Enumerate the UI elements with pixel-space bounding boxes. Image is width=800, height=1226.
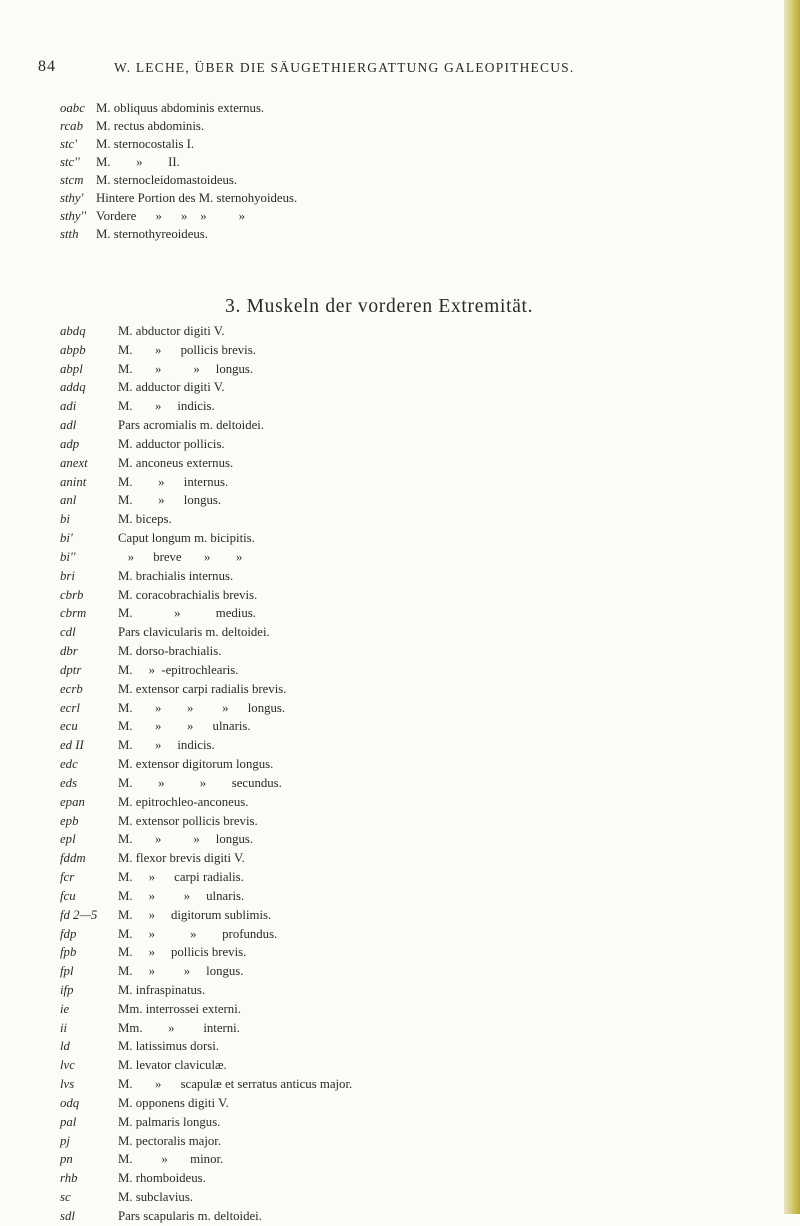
list-item [60,812,760,831]
muscle-name: Hintere Portion des M. sternohyoideus. [96,191,298,205]
list-item [60,1075,760,1094]
list-item [60,604,760,623]
muscle-name: Pars acromialis m. deltoidei. [118,418,265,433]
muscle-name: M. extensor pollicis brevis. [118,813,258,828]
list-item [60,736,760,755]
abbreviation: pj [60,1133,70,1148]
muscle-name: » breve » » [118,549,243,564]
abbreviation: epb [60,813,79,828]
list-item [60,906,760,925]
muscle-name: M. » » ulnaris. [118,888,245,903]
abbreviation: pn [60,1152,73,1167]
muscle-name: M. » longus. [118,493,222,508]
list-item [60,1188,760,1207]
muscle-name: M. » internus. [118,474,229,489]
list-item [60,774,760,793]
list-item [60,849,760,868]
list-item [60,567,760,586]
running-title: W. LECHE, ÜBER DIE SÄUGETHIERGATTUNG GALEOPITHECUS. [114,60,575,75]
muscle-name: M. extensor carpi radialis brevis. [118,681,287,696]
abbreviation: cbrm [60,606,87,621]
muscle-name: M. opponens digiti V. [118,1095,229,1110]
abbreviation: ifp [60,982,74,997]
muscle-name: M. abductor digiti V. [118,324,225,338]
muscle-name: M. » » longus. [118,832,254,847]
abbreviation: bi'' [60,549,76,564]
muscle-name: M. sternocleidomastoideus. [96,173,238,187]
list-item [60,755,760,774]
list-item [60,341,760,360]
abbreviation: ecu [60,719,78,734]
muscle-name: M. » digitorum sublimis. [118,907,272,922]
list-item [60,1019,760,1038]
abbreviation: stth [60,227,79,241]
muscle-name: M. pectoralis major. [118,1133,222,1148]
list-item [60,322,760,341]
abbreviation: anint [60,474,87,489]
list-item [60,225,760,243]
list-item [60,1207,760,1226]
abbreviation: epl [60,832,76,847]
muscle-name: M. biceps. [118,512,172,527]
muscle-name: M. dorso-brachialis. [118,644,222,659]
list-item [60,416,760,435]
muscle-name: M. rectus abdominis. [96,119,205,133]
abbreviation: lvs [60,1077,75,1092]
muscle-name: M. anconeus externus. [118,455,234,470]
abbreviation: anl [60,493,77,508]
list-item [60,642,760,661]
list-item [60,830,760,849]
muscle-name: M. » indicis. [118,399,215,414]
muscle-name: M. latissimus dorsi. [118,1039,219,1054]
abbreviation: sthy'' [60,209,87,223]
list-item [60,793,760,812]
list-item [60,1169,760,1188]
list-item [60,397,760,416]
muscle-name: M. extensor digitorum longus. [118,757,274,772]
abbreviation: edc [60,757,78,772]
muscle-name: M. » » profundus. [118,926,278,941]
list-item [60,189,760,207]
abbreviation: cbrb [60,587,84,602]
abbreviation: ed II [60,738,84,753]
muscle-name: Vordere » » » » [96,209,246,223]
abbreviation: fcu [60,888,76,903]
muscle-name: M. brachialis internus. [118,568,234,583]
page-number: 84 [38,58,56,75]
abbreviation: stcm [60,173,84,187]
muscle-name: M. sternocostalis I. [96,137,195,151]
abbreviation: dbr [60,644,78,659]
list-item [60,117,760,135]
abbreviation: eds [60,775,78,790]
list-item [60,868,760,887]
abbreviation: stc' [60,137,77,151]
list-item [60,680,760,699]
abbreviation: sdl [60,1208,75,1223]
muscle-name: M. » carpi radialis. [118,870,244,885]
list-item [60,548,760,567]
abbreviation: fcr [60,870,75,885]
abbreviation: epan [60,794,85,809]
list-item [60,378,760,397]
abbreviation: rhb [60,1171,78,1186]
muscle-name: M. » » longus. [118,964,244,979]
list-item [60,1094,760,1113]
list-item [60,1056,760,1075]
muscle-name: Pars clavicularis m. deltoidei. [118,625,270,640]
muscle-abbreviation-list [60,322,760,1226]
muscle-name: M. » II. [96,155,180,169]
abbreviation: ecrl [60,700,80,715]
muscle-name: M. subclavius. [118,1190,194,1205]
list-item [60,623,760,642]
muscle-name: M. » » » longus. [118,700,286,715]
list-item [60,1150,760,1169]
muscle-name: M. » » ulnaris. [118,719,251,734]
muscle-name: M. coracobrachialis brevis. [118,587,258,602]
page-edge [784,0,800,1214]
intro-abbreviation-list [60,99,760,243]
list-item [60,1132,760,1151]
muscle-name: M. adductor digiti V. [118,380,225,395]
abbreviation: dptr [60,662,82,677]
list-item [60,1037,760,1056]
abbreviation: stc'' [60,155,80,169]
abbreviation: bi' [60,531,73,546]
list-item [60,943,760,962]
list-item [60,1113,760,1132]
abbreviation: pal [60,1114,77,1129]
list-item [60,925,760,944]
abbreviation: odq [60,1095,80,1110]
abbreviation: fddm [60,851,86,866]
abbreviation: adp [60,436,80,451]
list-item [60,661,760,680]
list-item [60,99,760,117]
list-item [60,586,760,605]
abbreviation: fdp [60,926,77,941]
abbreviation: adi [60,399,77,414]
abbreviation: bri [60,568,75,583]
abbreviation: sc [60,1190,71,1205]
list-item [60,435,760,454]
abbreviation: rcab [60,119,83,133]
muscle-name: Caput longum m. bicipitis. [118,531,255,546]
muscle-name: M. » pollicis brevis. [118,342,256,357]
muscle-name: M. palmaris longus. [118,1114,221,1129]
abbreviation: abpb [60,342,86,357]
list-item [60,171,760,189]
muscle-name: M. flexor brevis digiti V. [118,851,245,866]
list-item [60,699,760,718]
list-item [60,473,760,492]
list-item [60,360,760,379]
muscle-name: M. » pollicis brevis. [118,945,247,960]
muscle-name: M. » » longus. [118,361,254,376]
muscle-name: M. » -epitrochlearis. [118,662,239,677]
list-item [60,454,760,473]
muscle-name: Mm. » interni. [118,1020,240,1035]
muscle-name: M. rhomboideus. [118,1171,206,1186]
abbreviation: fd 2—5 [60,907,98,922]
list-item [60,717,760,736]
muscle-name: Pars scapularis m. deltoidei. [118,1208,262,1223]
abbreviation: adl [60,418,77,433]
page-header [38,58,758,82]
muscle-name: M. infraspinatus. [118,982,206,997]
abbreviation: oabc [60,101,85,115]
muscle-name: M. adductor pollicis. [118,436,225,451]
abbreviation: cdl [60,625,76,640]
muscle-name: M. sternothyreoideus. [96,227,208,241]
muscle-name: M. levator claviculæ. [118,1058,227,1073]
abbreviation: ecrb [60,681,83,696]
abbreviation: bi [60,512,70,527]
list-item [60,491,760,510]
list-item [60,1000,760,1019]
muscle-name: M. » minor. [118,1152,224,1167]
abbreviation: abdq [60,324,86,338]
list-item [60,153,760,171]
muscle-name: M. » » secundus. [118,775,282,790]
muscle-name: M. obliquus abdominis externus. [96,101,265,115]
muscle-name: Mm. interrossei externi. [118,1001,241,1016]
abbreviation: abpl [60,361,83,376]
list-item [60,510,760,529]
list-item [60,135,760,153]
muscle-name: M. » scapulæ et serratus anticus major. [118,1077,353,1092]
muscle-name: M. » indicis. [118,738,215,753]
abbreviation: ie [60,1001,70,1016]
abbreviation: fpb [60,945,77,960]
abbreviation: ii [60,1020,68,1035]
list-item [60,207,760,225]
muscle-name: M. » medius. [118,606,256,621]
abbreviation: addq [60,380,86,395]
list-item [60,887,760,906]
abbreviation: ld [60,1039,70,1054]
abbreviation: fpl [60,964,74,979]
list-item [60,981,760,1000]
list-item [60,529,760,548]
list-item [60,962,760,981]
abbreviation: sthy' [60,191,84,205]
section-heading: 3. Muskeln der vorderen Extremität. [225,296,534,317]
abbreviation: lvc [60,1058,75,1073]
abbreviation: anext [60,455,88,470]
muscle-name: M. epitrochleo-anconeus. [118,794,249,809]
